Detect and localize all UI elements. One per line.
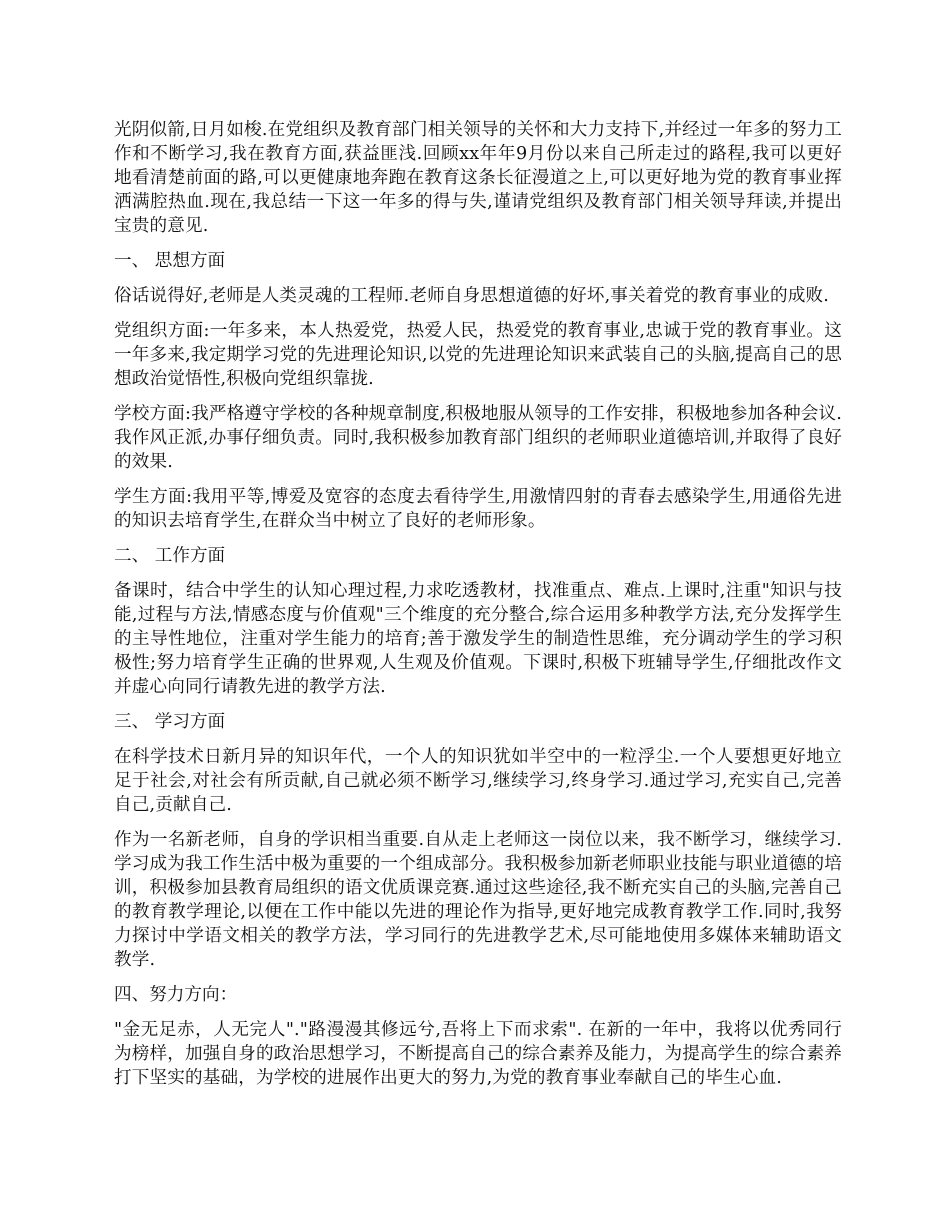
thought-paragraph: 俗话说得好,老师是人类灵魂的工程师.老师自身思想道德的好坏,事关着党的教育事业的成败. — [114, 286, 829, 306]
study-paragraph-2: 作为一名新老师，自身的学识相当重要.自从走上老师这一岗位以来，我不断学习，继续学习.学习成为我工作生活中极为重要的一个组成部分。我积极参加新老师职业技能与职业道德的培训，积极参加县教育局组织的语文优质课竞赛.通过这些途径,我不断充实自己的头脑,完善自己的教育教学理论,以便在工作中能以先进的理论作为指导,更好地完成教育教学工作.同时,我努力探讨中学语文相关的教学方法，学习同行的先进教学艺术,尽可能地使用多媒体来辅助语文教学. — [114, 830, 842, 970]
section-heading-work: 二、 工作方面 — [114, 546, 226, 566]
work-paragraph: 备课时，结合中学生的认知心理过程,力求吃透教材，找准重点、难点.上课时,注重"知识与技能,过程与方法,情感态度与价值观"三个维度的充分整合,综合运用多种教学方法,充分发挥学生的主导性地位，注重对学生能力的培育;善于激发学生的制造性思维，充分调动学生的学习积极性;努力培育学生正确的世界观,人生观及价值观。下课时,积极下班辅导学生,仔细批改作文并虚心向同行请教先进的教学方法. — [114, 581, 842, 697]
document-body — [114, 118, 842, 1101]
section-heading-thought: 一、 思想方面 — [114, 251, 226, 271]
goals-paragraph: "金无足赤，人无完人"."路漫漫其修远兮,吾将上下而求索". 在新的一年中，我将以优秀同行为榜样，加强自身的政治思想学习，不断提高自己的综合素养及能力，为提高学生的综合素养打下坚实的基础，为学校的进展作出更大的努力,为党的教育事业奉献自己的毕生心血. — [114, 1020, 842, 1088]
section-heading-goals: 四、努力方向： — [114, 985, 238, 1005]
section-heading-study: 三、 学习方面 — [114, 712, 226, 732]
intro-paragraph: 光阴似箭,日月如梭.在党组织及教育部门相关领导的关怀和大力支持下,并经过一年多的努力工作和不断学习,我在教育方面,获益匪浅.回顾xx年年9月份以来自己所走过的路程,我可以更好地看清楚前面的路,可以更健康地奔跑在教育这条长征漫道之上,可以更好地为党的教育事业挥洒满腔热血.现在,我总结一下这一年多的得与失,谨请党组织及教育部门相关领导拜读,并提出宝贵的意见. — [114, 120, 842, 236]
school-paragraph: 学校方面:我严格遵守学校的各种规章制度,积极地服从领导的工作安排，积极地参加各种会议.我作风正派,办事仔细负责。同时,我积极参加教育部门组织的老师职业道德培训,并取得了良好的效果. — [114, 404, 842, 472]
party-paragraph: 党组织方面:一年多来，本人热爱党，热爱人民，热爱党的教育事业,忠诚于党的教育事业。这一年多来,我定期学习党的先进理论知识,以党的先进理论知识来武装自己的头脑,提高自己的思想政治觉悟性,积极向党组织靠拢. — [114, 321, 842, 389]
students-paragraph: 学生方面:我用平等,博爱及宽容的态度去看待学生,用激情四射的青春去感染学生,用通俗先进的知识去培育学生,在群众当中树立了良好的老师形象。 — [114, 487, 842, 531]
study-paragraph-1: 在科学技术日新月异的知识年代，一个人的知识犹如半空中的一粒浮尘.一个人要想更好地立足于社会,对社会有所贡献,自己就必须不断学习,继续学习,终身学习.通过学习,充实自己,完善自己,贡献自己. — [114, 747, 842, 815]
